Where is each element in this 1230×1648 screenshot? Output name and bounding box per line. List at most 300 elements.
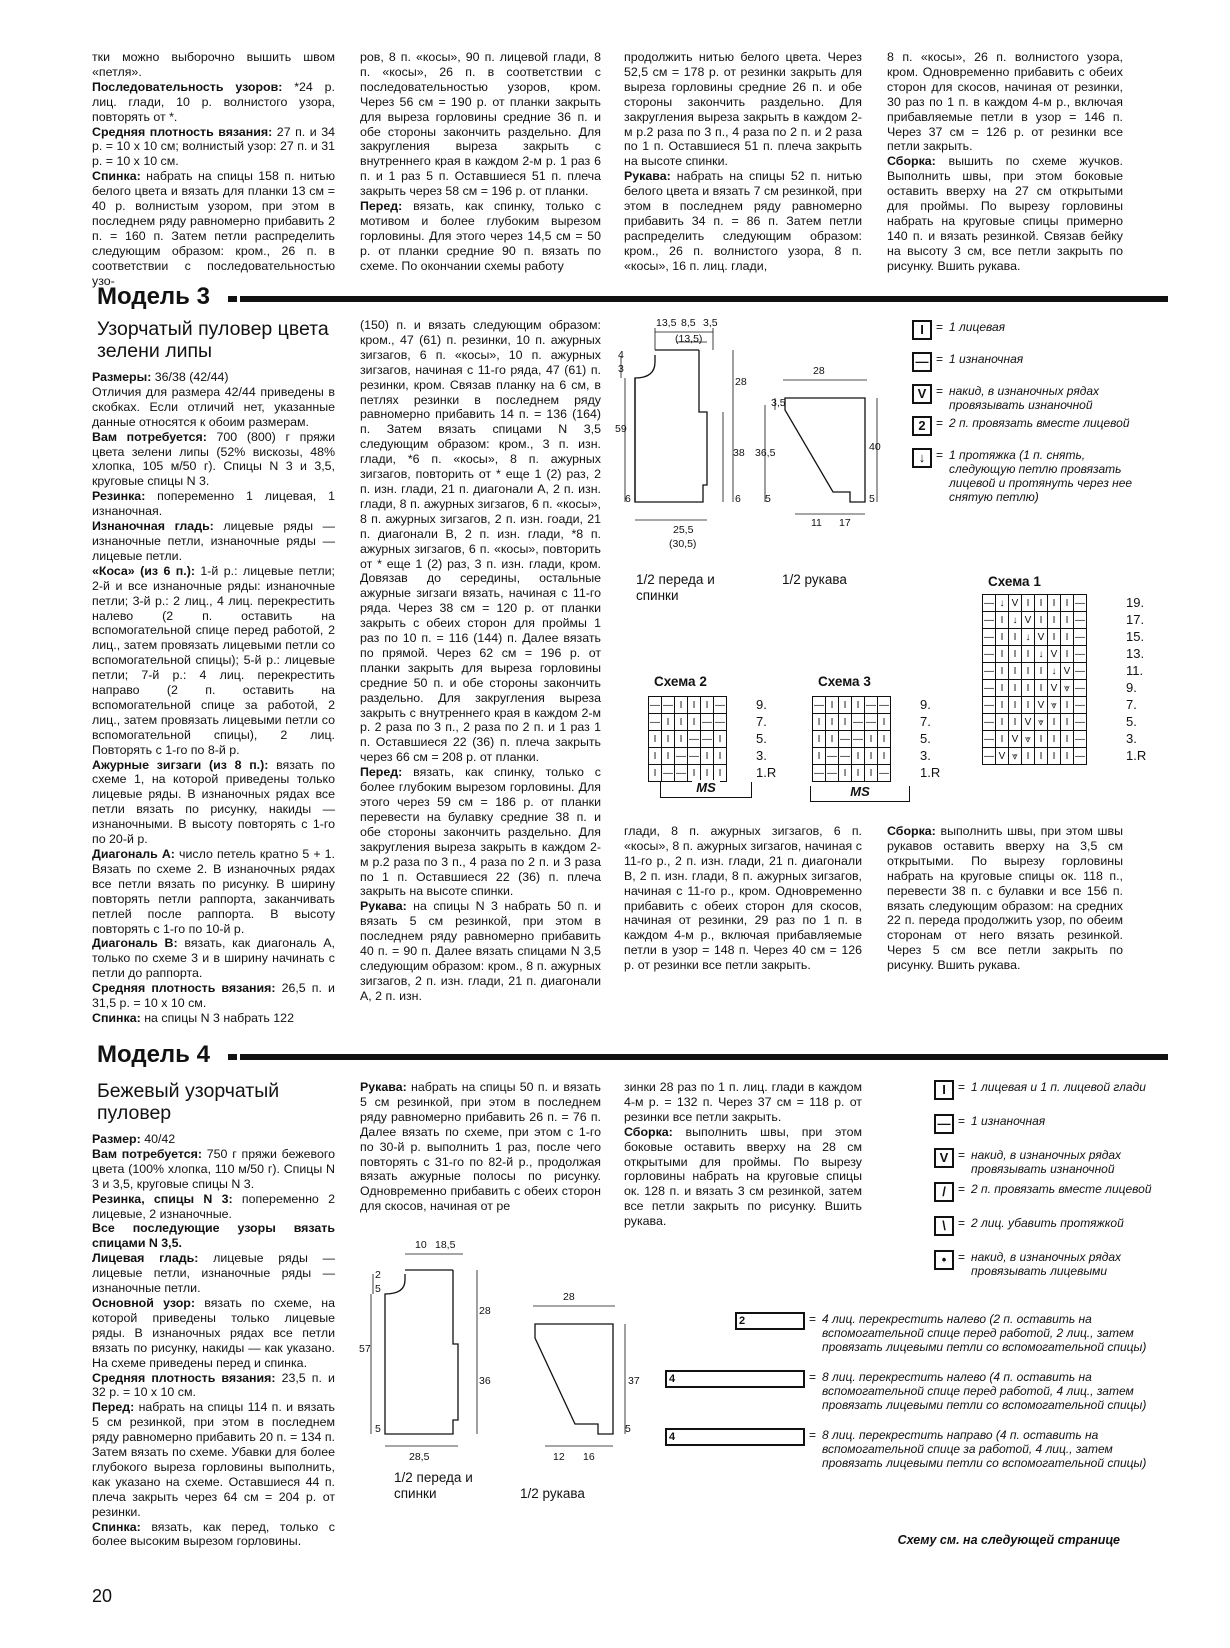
paragraph-text: вязать по схеме 1, на которой приведены только лицевые ряды. В изнаночных рядах все петли вязать по рисунку, накиды — изнаночными. В высоту повторять с 1-го по 20-й р. — [92, 757, 335, 847]
grid-cell: I — [714, 765, 727, 782]
grid-cell: I — [1061, 714, 1074, 731]
grid-cell: V — [1022, 714, 1035, 731]
row-label: 13. — [1126, 646, 1145, 661]
grid-cell: — — [983, 748, 996, 765]
paragraph — [92, 936, 335, 981]
legend-text: 4 лиц. перекрестить налево (2 п. оставить на вспомогательной спице перед работой, 2 лиц., затем провязать лицевыми петли со вспомогательной спицы) — [822, 1312, 1147, 1354]
grid-cell: V — [1048, 646, 1061, 663]
model3-col-3 — [624, 824, 862, 973]
grid-cell: ↓ — [1048, 663, 1061, 680]
paragraph-text: *24 р. лиц. глади, 10 р. волнистого узора, повторять от *. — [92, 79, 335, 124]
dim: 40 — [869, 441, 881, 453]
legend-item — [912, 320, 1152, 340]
legend-item — [912, 448, 1152, 504]
grid-cell: — — [701, 731, 714, 748]
paragraph-text: попеременно 1 лицевая, 1 изнаночная. — [92, 489, 335, 519]
paragraph-heading: Лицевая гладь: — [92, 1251, 199, 1266]
grid-cell: — — [688, 731, 701, 748]
grid-cell: ↓ — [1022, 629, 1035, 646]
paragraph — [92, 430, 335, 490]
grid-cell: — — [983, 646, 996, 663]
paragraph-text: набрать на спицы 50 п. и вязать 5 см резинкой, при этом в последнем ряду равномерно прибавить 26 п. = 76 п. Далее вязать по схеме, при этом с 1-го по 30-й р. выполнить 1 раз, после чего повторять с 31-го по 82-й р., продолжая вязать ажурные полосы по рисунку. Одновременно прибавить с обеих сторон для скосов, начиная от ре — [360, 1080, 601, 1214]
grid-cell: I — [1022, 646, 1035, 663]
grid-cell: I — [701, 765, 714, 782]
grid-cell: I — [701, 697, 714, 714]
grid-cell: I — [1061, 748, 1074, 765]
paragraph-heading: Изнаночная гладь: — [92, 519, 214, 534]
row-label: 17. — [1126, 612, 1145, 627]
grid-cell: — — [1074, 697, 1087, 714]
row-label: 7. — [756, 714, 767, 729]
model3-rule — [240, 296, 1168, 302]
paragraph-text: ров, 8 п. «косы», 90 п. лицевой глади, 8 п. «косы», 26 п. в соответствии с последовательностью узоров, кром. Через 56 см = 190 р. от планки закрыть для выреза горловины средние 36 п. и обе стороны закончить раздельно. Для закругления выреза закрыть с внутреннего края в каждом 2-м р. 1 раз 6 п. и 1 раз 5 п. Оставшиеся 51 п. плеча закрыть через 58 см = 196 р. от планки. — [360, 50, 601, 199]
grid-row — [983, 714, 1087, 731]
grid-row — [813, 697, 891, 714]
grid-cell: I — [1061, 646, 1074, 663]
paragraph-text: вязать, как спинку, только с более глубоким вырезом горловины. Для этого через 59 см = 186 р. от планки перевести на булавку средние 38 п. и обе стороны закончить раздельно. Для закругления выреза закрыть в каждом 2-м р.2 раза по 3 п., 4 раза по 2 п. и 3 раза по 1 п. Оставшиеся 22 (36) п. плеча закрыть на высоте спинки. — [360, 765, 601, 899]
paragraph — [92, 1147, 335, 1192]
model4-legend — [934, 1080, 1174, 1305]
paragraph — [92, 1520, 335, 1550]
dim: 5 — [869, 493, 875, 505]
grid-cell: — — [675, 748, 688, 765]
grid-cell: — — [983, 680, 996, 697]
grid-cell: V — [1022, 612, 1035, 629]
paragraph-heading: Перед: — [92, 1400, 135, 1415]
grid-cell: — — [983, 697, 996, 714]
paragraph-heading: Ажурные зигзаги (из 8 п.): — [92, 757, 269, 772]
dim: 13,5 — [656, 317, 677, 329]
scheme2-ms: MS — [660, 782, 752, 798]
paragraph — [92, 1371, 335, 1401]
paragraph-heading: Рукава: — [360, 1080, 407, 1094]
paragraph-heading: «Коса» (из 6 п.): — [92, 563, 195, 578]
grid-cell: — — [852, 714, 865, 731]
grid-cell: I — [662, 748, 675, 765]
legend-text: 1 изнаночная — [949, 352, 1024, 366]
paragraph-text: на спицы N 3 набрать 122 — [140, 1010, 294, 1025]
row-label: 3. — [1126, 731, 1137, 746]
legend-item — [934, 1216, 1174, 1236]
legend-text: 1 лицевая — [949, 320, 1006, 334]
top-col-1 — [92, 50, 335, 288]
paragraph — [92, 489, 335, 519]
paragraph-heading: Сборка: — [887, 154, 936, 169]
paragraph — [92, 385, 335, 430]
grid-cell: I — [1035, 748, 1048, 765]
dim: 38 — [733, 447, 745, 459]
grid-cell: I — [649, 765, 662, 782]
row-label: 5. — [756, 731, 767, 746]
model3-col-4 — [887, 824, 1123, 973]
grid-cell: ⩔ — [1035, 714, 1048, 731]
model4-front-dims — [359, 1239, 491, 1463]
row-label: 7. — [920, 714, 931, 729]
stitch-symbol-icon: I — [934, 1080, 954, 1100]
dim: 5 — [625, 1423, 631, 1435]
legend-item — [934, 1080, 1174, 1100]
paragraph — [360, 50, 601, 199]
legend-text: 8 лиц. перекрестить направо (4 п. оставить на вспомогательной спице за работой, 4 лиц., затем провязать лицевыми петли со вспомогательной спицы) — [822, 1428, 1147, 1470]
grid-cell: I — [1022, 663, 1035, 680]
cable-symbol-icon — [735, 1312, 805, 1330]
grid-row — [983, 748, 1087, 765]
equals-sign: = — [958, 1182, 966, 1196]
dim: 16 — [583, 1451, 595, 1463]
legend-text: 2 п. провязать вместе лицевой — [971, 1182, 1152, 1196]
grid-cell: — — [1074, 680, 1087, 697]
stitch-symbol-icon: ↓ — [912, 448, 932, 468]
grid-cell: ↓ — [1009, 612, 1022, 629]
dim: 5 — [765, 493, 771, 505]
grid-cell: I — [714, 748, 727, 765]
model4-schematic — [359, 1234, 645, 1464]
legend-item — [912, 352, 1152, 372]
scheme3-grid — [812, 696, 891, 782]
grid-cell: I — [996, 663, 1009, 680]
grid-cell: V — [1061, 663, 1074, 680]
dim: 6 — [735, 493, 741, 505]
model4-front-caption: 1/2 переда и спинки — [394, 1470, 473, 1501]
grid-row — [983, 663, 1087, 680]
grid-cell: I — [1035, 612, 1048, 629]
grid-cell: — — [1074, 646, 1087, 663]
grid-cell: — — [852, 731, 865, 748]
grid-cell: I — [701, 748, 714, 765]
grid-cell: I — [865, 748, 878, 765]
grid-cell: I — [1048, 731, 1061, 748]
grid-cell: I — [714, 731, 727, 748]
grid-cell: — — [839, 731, 852, 748]
paragraph — [92, 1132, 335, 1147]
legend-text: 1 протяжка (1 п. снять, следующую петлю провязать лицевой и протянуть через нее снятую петлю) — [949, 448, 1133, 504]
grid-cell: I — [878, 714, 891, 731]
paragraph — [360, 1080, 601, 1214]
dim: 17 — [839, 517, 851, 529]
grid-row — [813, 731, 891, 748]
dim: (13,5) — [675, 333, 703, 345]
scheme1-title: Схема 1 — [988, 574, 1041, 589]
paragraph-text: выполнить швы, при этом швы рукавов оставить вверху на 3,5 см открытыми. По вырезу горловины набрать на круговые спицы ок. 118 п., перевести 38 п. с булавки и все 156 п. вязать следующим образом: на средних 22 п. переда продолжить узор, по обеим сторонам от него вязать резинкой. Через 5 см все петли закрыть по рисунку. Вшить рукава. — [887, 824, 1123, 973]
row-label: 9. — [920, 697, 931, 712]
legend-text: накид, в изнаночных рядах провязывать изнаночной — [971, 1148, 1122, 1176]
grid-cell: — — [1074, 714, 1087, 731]
stitch-symbol-icon: / — [934, 1182, 954, 1202]
dim: 59 — [615, 423, 627, 435]
paragraph-heading: Средняя плотность вязания: — [92, 981, 276, 996]
paragraph-text: набрать на спицы 52 п. нитью белого цвета и вязать 7 см резинкой, при этом в последнем ряду равномерно прибавить 34 п. = 86 п. Затем петли распределить следующим образом: кром., 26 п. волнистого узора, 8 п. «косы», 16 п. лиц. глади, — [624, 169, 862, 273]
grid-cell: I — [1048, 714, 1061, 731]
paragraph — [92, 169, 335, 288]
grid-cell: I — [826, 731, 839, 748]
row-label: 1.R — [1126, 748, 1147, 763]
grid-cell: — — [1074, 595, 1087, 612]
grid-cell: I — [813, 748, 826, 765]
equals-sign: = — [936, 384, 944, 398]
grid-cell: I — [826, 697, 839, 714]
model3-title: Модель 3 — [97, 283, 210, 310]
paragraph-text: 750 г пряжи бежевого цвета (100% хлопка, 110 м/50 г). Спицы N 3 и 3,5, круговые спицы N 3. — [92, 1146, 335, 1191]
dim: 28,5 — [409, 1451, 430, 1463]
paragraph — [92, 370, 335, 385]
cable-legend-item — [735, 1312, 1162, 1354]
grid-cell: I — [996, 680, 1009, 697]
paragraph-heading: Последовательность узоров: — [92, 79, 283, 94]
cable-count: 4 — [669, 1373, 676, 1385]
grid-cell: I — [852, 748, 865, 765]
paragraph — [92, 125, 335, 170]
grid-cell: I — [996, 697, 1009, 714]
grid-cell: I — [1009, 714, 1022, 731]
grid-row — [813, 765, 891, 782]
grid-cell: I — [675, 731, 688, 748]
dim: (30,5) — [669, 538, 697, 550]
grid-cell: V — [1035, 697, 1048, 714]
grid-cell: I — [1061, 629, 1074, 646]
grid-cell: I — [675, 697, 688, 714]
grid-cell: I — [865, 765, 878, 782]
dim: 5 — [375, 1283, 381, 1295]
grid-cell: V — [1009, 595, 1022, 612]
grid-cell: — — [688, 748, 701, 765]
grid-row — [983, 680, 1087, 697]
equals-sign: = — [936, 448, 944, 462]
grid-cell: I — [1048, 629, 1061, 646]
paragraph — [360, 765, 601, 899]
dim: 5 — [375, 1423, 381, 1435]
model3-sleeve-dims — [755, 365, 881, 529]
cable-count: 4 — [669, 1431, 676, 1443]
row-label: 19. — [1126, 595, 1145, 610]
grid-cell: I — [662, 714, 675, 731]
dim: 11 — [811, 517, 822, 529]
top-col-3 — [624, 50, 862, 273]
grid-cell: I — [688, 714, 701, 731]
dim: 8,5 — [681, 317, 696, 329]
grid-row — [983, 612, 1087, 629]
grid-cell: I — [852, 697, 865, 714]
grid-cell: V — [1048, 680, 1061, 697]
grid-cell: — — [662, 765, 675, 782]
grid-row — [813, 714, 891, 731]
grid-row — [649, 714, 727, 731]
dim: 57 — [359, 1343, 371, 1355]
row-label: 1.R — [920, 765, 941, 780]
equals-sign: = — [936, 352, 944, 366]
paragraph-text: глади, 8 п. ажурных зигзагов, 6 п. «косы», 8 п. ажурных зигзагов, начиная с 11-го р., 2 п. изн. глади, 21 п. диагонали В, 2 п. изн. глади, 8 п. ажурных зигзагов, начиная с 11-го р., кром. Одновременно прибавить с обеих сторон для скосов, начиная от резинки, 29 раз по 1 п. в каждом 4-м р., включая прибавляемые петли в узор = 148 п. Через 40 см = 126 р. от резинки все петли закрыть. — [624, 824, 862, 973]
paragraph-heading: Размер: — [92, 1132, 141, 1146]
cable-symbol-icon — [665, 1370, 805, 1388]
grid-cell: I — [996, 629, 1009, 646]
top-col-4 — [887, 50, 1123, 273]
paragraph — [92, 758, 335, 847]
grid-cell: I — [1022, 697, 1035, 714]
paragraph-heading: Перед: — [360, 765, 403, 780]
grid-cell: I — [1022, 680, 1035, 697]
scheme2-row-labels — [756, 696, 776, 781]
legend-text: 2 п. провязать вместе лицевой — [949, 416, 1130, 430]
paragraph — [624, 169, 862, 273]
paragraph-text: число петель кратно 5 + 1. Вязать по схеме 2. В изнаночных рядах все петли вязать по рисунку. В ширину повторять петли раппорта, заканчивать петлей после раппорта. В высоту повторять с 1-го по 10-й р. — [92, 847, 335, 936]
dim: 3,5 — [771, 397, 786, 409]
grid-cell: — — [813, 697, 826, 714]
model4-rule — [240, 1054, 1168, 1060]
dim: 3 — [618, 363, 624, 375]
paragraph-heading: Вам потребуется: — [92, 1146, 202, 1161]
dim: 2 — [375, 1269, 381, 1281]
grid-cell: — — [865, 714, 878, 731]
scheme2-title: Схема 2 — [654, 674, 707, 689]
grid-row — [983, 646, 1087, 663]
dim: 36 — [479, 1375, 491, 1387]
grid-cell: — — [714, 714, 727, 731]
paragraph-text: на спицы N 3 набрать 50 п. и вязать 5 см резинкой, при этом в последнем ряду равномерно прибавить 40 п. = 90 п. Далее вязать спицами N 3,5 следующим образом: кром., 8 п. ажурных зигзагов, 2 п. изн. глади, 21 п. диагонали А, 2 п. изн. — [360, 899, 601, 1003]
paragraph-heading: Резинка, спицы N 3: — [92, 1191, 233, 1206]
grid-cell: I — [662, 731, 675, 748]
model3-col-2 — [360, 318, 601, 1003]
equals-sign: = — [936, 416, 944, 430]
paragraph-text: зинки 28 раз по 1 п. лиц. глади в каждом 4-м р. = 132 п. Через 37 см = 118 р. от резинки все петли закрыть. — [624, 1080, 862, 1124]
equals-sign: = — [958, 1148, 966, 1162]
grid-cell: I — [852, 765, 865, 782]
grid-cell: I — [1048, 595, 1061, 612]
paragraph — [360, 199, 601, 274]
dim: 6 — [625, 493, 631, 505]
row-label: 1.R — [756, 765, 777, 780]
paragraph-text: вязать, как диагональ А, только по схеме 3 и в ширину начинать с петли до раппорта. — [92, 936, 335, 981]
cable-count: 2 — [739, 1315, 746, 1327]
equals-sign: = — [958, 1250, 966, 1264]
grid-cell: ↓ — [1035, 646, 1048, 663]
cable-legend-item — [665, 1428, 1162, 1470]
equals-sign: = — [958, 1080, 966, 1094]
model4-sleeve-caption: 1/2 рукава — [520, 1486, 585, 1501]
model4-col-2 — [360, 1080, 601, 1220]
model3-col-1 — [92, 370, 335, 1025]
grid-cell: — — [1074, 663, 1087, 680]
grid-cell: I — [996, 646, 1009, 663]
paragraph — [92, 1192, 335, 1222]
grid-cell: — — [878, 697, 891, 714]
paragraph — [92, 80, 335, 125]
paragraph-text: 27 п. и 34 р. = 10 х 10 см; волнистый узор: 27 п. и 31 р. = 10 х 10 см. — [92, 124, 335, 169]
grid-cell: I — [813, 731, 826, 748]
grid-cell: I — [878, 731, 891, 748]
grid-cell: I — [996, 714, 1009, 731]
grid-cell: I — [1061, 697, 1074, 714]
paragraph-text: попеременно 2 лицевые, 2 изнаночные. — [92, 1191, 335, 1221]
stitch-symbol-icon: 2 — [912, 416, 932, 436]
model3-schematic — [615, 317, 910, 600]
legend-text: накид, в изнаночных рядах провязывать изнаночной — [949, 384, 1100, 412]
footer-note: Схему см. на следующей странице — [897, 1533, 1120, 1547]
row-label: 9. — [1126, 680, 1137, 695]
scheme3-row-labels — [920, 696, 940, 781]
grid-cell: I — [649, 748, 662, 765]
grid-cell: I — [1035, 595, 1048, 612]
grid-cell: I — [1061, 731, 1074, 748]
paragraph-text: Отличия для размера 42/44 приведены в скобках. Если отличий нет, указанные данные относятся к обоим размерам. — [92, 384, 335, 429]
model4-col-1 — [92, 1132, 335, 1572]
grid-cell: — — [878, 765, 891, 782]
grid-cell: — — [983, 731, 996, 748]
legend-item — [934, 1148, 1174, 1176]
grid-cell: I — [1009, 697, 1022, 714]
grid-cell: — — [649, 714, 662, 731]
paragraph-heading: Средняя плотность вязания: — [92, 124, 273, 139]
paragraph-heading: Рукава: — [360, 899, 407, 914]
grid-row — [649, 748, 727, 765]
grid-row — [983, 731, 1087, 748]
grid-cell: I — [1009, 663, 1022, 680]
grid-cell: I — [839, 714, 852, 731]
grid-cell: — — [813, 765, 826, 782]
paragraph — [92, 1296, 335, 1371]
paragraph-heading: Сборка: — [624, 1124, 673, 1139]
stitch-symbol-icon: V — [912, 384, 932, 404]
grid-cell: I — [813, 714, 826, 731]
grid-cell: I — [1048, 748, 1061, 765]
row-label: 5. — [920, 731, 931, 746]
grid-cell: ⩔ — [1061, 680, 1074, 697]
model4-title: Модель 4 — [97, 1041, 210, 1068]
model4-subtitle: Бежевый узорчатый пуловер — [97, 1080, 280, 1124]
grid-cell: — — [1074, 731, 1087, 748]
grid-cell: — — [649, 697, 662, 714]
paragraph-heading: Спинка: — [92, 1519, 141, 1534]
model3-sleeve-caption: 1/2 рукава — [782, 572, 847, 587]
grid-cell: I — [1009, 680, 1022, 697]
model4-legend-cables — [665, 1312, 1185, 1502]
paragraph-heading: Диагональ А: — [92, 847, 175, 861]
legend-item — [934, 1182, 1174, 1202]
cable-symbol-icon — [665, 1428, 805, 1446]
grid-cell: I — [649, 731, 662, 748]
grid-cell: — — [865, 697, 878, 714]
grid-cell: — — [1074, 629, 1087, 646]
stitch-symbol-icon: V — [934, 1148, 954, 1168]
row-label: 7. — [1126, 697, 1137, 712]
paragraph-text: вязать, как спинку, только с мотивом и более глубоким вырезом горловины. Для этого через 14,5 см = 50 р. от планки средние 90 п. вязать по схеме. По окончании схемы работу — [360, 199, 601, 273]
grid-cell: V — [1009, 731, 1022, 748]
row-label: 11. — [1126, 663, 1144, 678]
grid-cell: I — [675, 714, 688, 731]
legend-item — [934, 1250, 1174, 1278]
paragraph-text: вышить по схеме жучков. Выполнить швы, при этом боковые оставить вверху на 27 см открытыми для проймы. По вырезу горловины набрать на круговые спицы примерно 140 п. и вязать резинкой. Связав бейку на высоту 3 см, все петли закрыть по рисунку. Вшить рукава. — [887, 154, 1123, 273]
paragraph-text: 26,5 п. и 31,5 р. = 10 х 10 см. — [92, 981, 335, 1011]
grid-cell: I — [1061, 595, 1074, 612]
paragraph-heading: Резинка: — [92, 489, 146, 504]
paragraph-text: лицевые ряды — изнаночные петли, изнаночные ряды — лицевые петли. — [92, 519, 335, 563]
grid-cell: ⩔ — [1009, 748, 1022, 765]
grid-cell: I — [1022, 748, 1035, 765]
equals-sign: = — [809, 1312, 817, 1326]
paragraph-heading: Основной узор: — [92, 1295, 195, 1310]
model4-col-3 — [624, 1080, 862, 1229]
grid-cell: — — [826, 748, 839, 765]
paragraph — [887, 154, 1123, 273]
paragraph-text: (150) п. и вязать следующим образом: кром., 47 (61) п. резинки, 10 п. ажурных зигзагов, 6 п. «косы», 10 п. ажурных зигзагов, начиная с 11-го ряда, 47 (61) п. резинки, кром. Связав планку на 6 см, в петлях резинки в последнем ряду равномерно прибавить 14 п. = 136 (164) п. Затем вязать спицами N 3,5 следующим образом: кром., 3 п. изн. глади, *6 п. «косы», 8 п. ажурных зигзагов, повторить от * еще 1 (2) раз, 2 п. изн. глади, 21 п. диагонали А, 2 п. изн. глади, 8 п. ажурных зигзагов, 6 п. «косы», 8 п. ажурных зигзагов, 2 п. изн. гоади, 21 п. диагонали В, 2 п. изн. глади, *8 п. ажурных зигзагов, 6 п. «косы», повторить от * еще 1 (2) раз, 3 п. изн. глади, кром. Довязав до середины, остальные ажурные зигзаги вязать, начиная с 11-го ряда. Через 38 см = 120 р. от планки закрыть с обеих сторон для проймы 1 раз по 10 п. = 116 (144) п. Далее вязать по прямой. Через 62 см = 196 р. от планки закрыть для выреза горловины средние 50 п. и обе стороны закончить раздельно. Для закругления выреза закрыть с внутреннего края в каждом 2-м р. 2 раза по 3 п., 2 раза по 2 п. и 1 раз 1 п. Оставшиеся 22 (36) п. плеча закрыть через 66 см = 208 р. от планки. — [360, 318, 601, 765]
grid-row — [983, 595, 1087, 612]
dim: 18,5 — [435, 1239, 456, 1251]
paragraph — [887, 50, 1123, 154]
paragraph-text: набрать на спицы 158 п. нитью белого цвета и вязать для планки 13 см = 40 р. волнистым узором, при этом в последнем ряду равномерно прибавить 2 п. = 160 п. Затем петли распределить следующим образом: кром., 26 п. в соответствии с последовательностью узо- — [92, 169, 335, 288]
scheme2-grid — [648, 696, 727, 782]
paragraph-text: 8 п. «косы», 26 п. волнистого узора, кром. Одновременно прибавить с обеих сторон для скосов, начиная от резинки, 30 раз по 1 п. в каждом 4-м р., включая прибавляемые петли в узор = 146 п. Через 37 см = 126 р. от резинки все петли закрыть. — [887, 50, 1123, 154]
grid-cell: V — [996, 748, 1009, 765]
paragraph — [92, 50, 335, 80]
grid-row — [983, 629, 1087, 646]
